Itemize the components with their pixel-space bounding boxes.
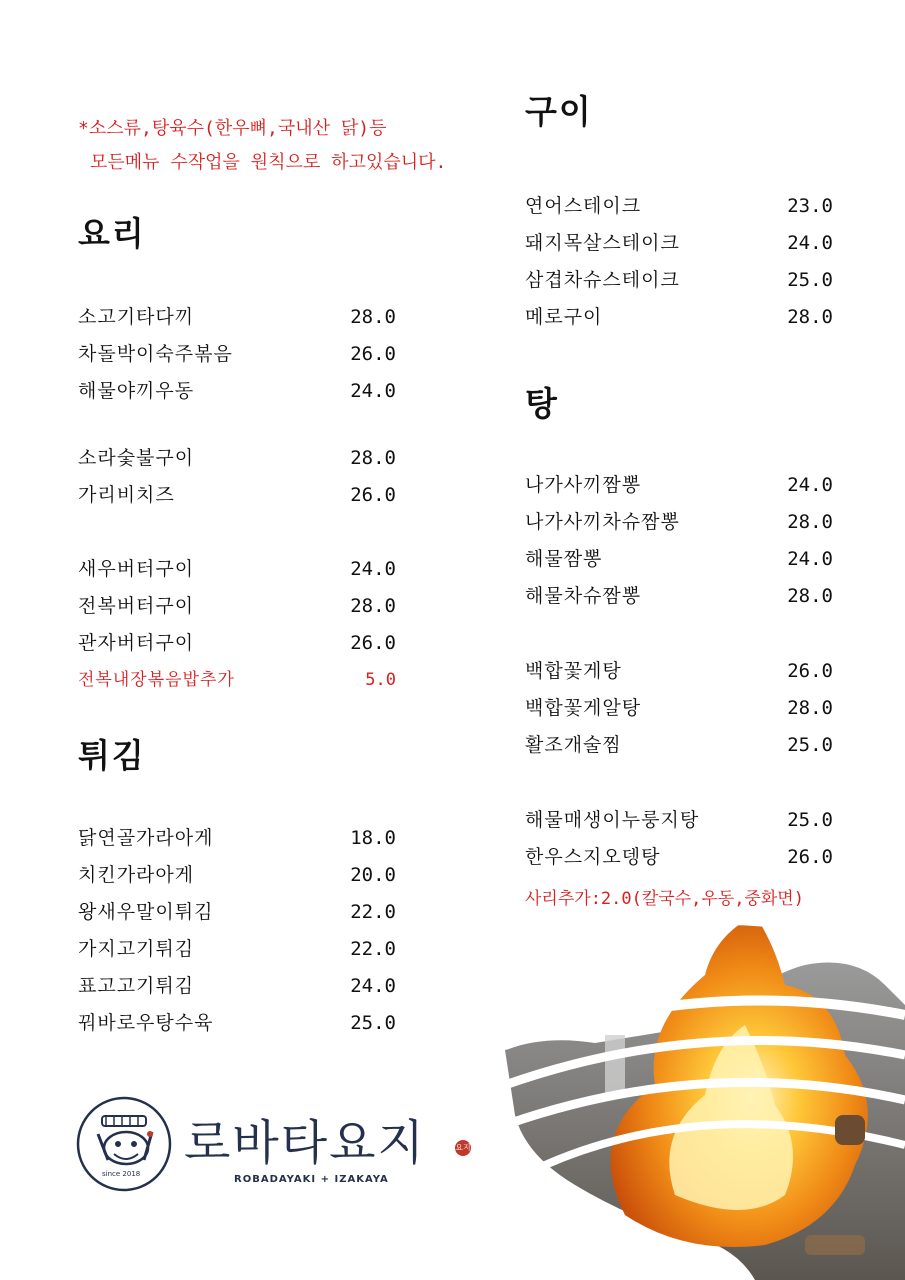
menu-item	[525, 193, 833, 219]
section-title-yori: 요리	[78, 214, 146, 253]
item-price: 28.0	[350, 306, 396, 328]
item-name: 해물차슈짬뽕	[525, 585, 642, 607]
item-name: 백합꽃게알탕	[525, 697, 642, 719]
menu-item	[78, 593, 396, 619]
menu-item	[525, 267, 833, 293]
menu-item	[525, 583, 833, 609]
item-name: 왕새우말이튀김	[78, 901, 214, 923]
item-price: 18.0	[350, 827, 396, 849]
item-price: 25.0	[787, 269, 833, 291]
menu-item	[78, 1010, 396, 1036]
menu-item	[78, 445, 396, 471]
note-line-2: 모든메뉴 수작업을 원칙으로 하고있습니다.	[90, 152, 447, 173]
item-name: 해물매생이누룽지탕	[525, 809, 700, 831]
menu-item	[525, 304, 833, 330]
brand-logo	[72, 1094, 472, 1194]
item-price: 24.0	[787, 548, 833, 570]
item-name: 한우스지오뎅탕	[525, 846, 661, 868]
item-name: 나가사끼짬뽕	[525, 474, 642, 496]
section-title-gui: 구이	[525, 92, 593, 131]
item-name: 백합꽃게탕	[525, 660, 622, 682]
item-price: 5.0	[365, 670, 396, 690]
item-name: 소라숯불구이	[78, 447, 195, 469]
item-name: 소고기타다끼	[78, 306, 195, 328]
item-price: 25.0	[350, 1012, 396, 1034]
item-name: 차돌박이숙주볶음	[78, 343, 233, 365]
menu-item	[78, 825, 396, 851]
since-badge: since 2018	[102, 1170, 141, 1178]
menu-item	[78, 341, 396, 367]
item-price: 26.0	[787, 660, 833, 682]
menu-item	[78, 556, 396, 582]
menu-item	[78, 973, 396, 999]
menu-item	[78, 936, 396, 962]
noodle-addon-note: 사리추가:2.0(칼국수,우동,중화면)	[525, 889, 804, 909]
menu-item	[78, 304, 396, 330]
item-name: 활조개술찜	[525, 734, 622, 756]
item-price: 26.0	[350, 632, 396, 654]
item-name: 새우버터구이	[78, 558, 195, 580]
item-name: 해물짬뽕	[525, 548, 603, 570]
menu-item	[78, 630, 396, 656]
item-price: 26.0	[787, 846, 833, 868]
menu-item	[525, 230, 833, 256]
brand-name: 로바타요지	[184, 1115, 426, 1171]
brand-subtitle: ROBADAYAKI + IZAKAYA	[234, 1174, 389, 1185]
item-price: 24.0	[787, 474, 833, 496]
item-name: 메로구이	[525, 306, 603, 328]
menu-item	[525, 844, 833, 870]
menu-item	[78, 378, 396, 404]
item-price: 28.0	[350, 447, 396, 469]
item-price: 28.0	[787, 306, 833, 328]
item-name: 치킨가라아게	[78, 864, 195, 886]
item-name: 해물야끼우동	[78, 380, 195, 402]
item-price: 26.0	[350, 343, 396, 365]
note-line-1: *소스류,탕육수(한우뼈,국내산 닭)등	[78, 118, 387, 139]
menu-item	[525, 695, 833, 721]
seal-stamp: 요지	[455, 1140, 471, 1156]
item-price: 25.0	[787, 809, 833, 831]
item-price: 25.0	[787, 734, 833, 756]
item-name: 연어스테이크	[525, 195, 642, 217]
item-name: 관자버터구이	[78, 632, 195, 654]
item-name: 표고고기튀김	[78, 975, 195, 997]
item-name: 돼지목살스테이크	[525, 232, 680, 254]
item-price: 20.0	[350, 864, 396, 886]
item-price: 24.0	[350, 975, 396, 997]
item-name: 삼겹차슈스테이크	[525, 269, 680, 291]
flame-cooking-photo	[505, 915, 905, 1280]
item-name: 가리비치즈	[78, 484, 175, 506]
menu-item	[525, 546, 833, 572]
item-name: 가지고기튀김	[78, 938, 195, 960]
section-title-twigim: 튀김	[78, 736, 146, 775]
item-name: 전복버터구이	[78, 595, 195, 617]
item-name: 닭연골가라아게	[78, 827, 214, 849]
item-price: 22.0	[350, 901, 396, 923]
item-price: 24.0	[350, 558, 396, 580]
item-price: 26.0	[350, 484, 396, 506]
item-price: 23.0	[787, 195, 833, 217]
menu-item-addon	[78, 667, 396, 693]
menu-item	[78, 482, 396, 508]
section-title-tang: 탕	[525, 384, 559, 423]
menu-item	[525, 807, 833, 833]
menu-item	[525, 658, 833, 684]
item-price: 28.0	[787, 511, 833, 533]
menu-item	[525, 509, 833, 535]
item-price: 28.0	[350, 595, 396, 617]
menu-item	[78, 899, 396, 925]
menu-item	[78, 862, 396, 888]
item-price: 24.0	[787, 232, 833, 254]
menu-item	[525, 732, 833, 758]
item-price: 28.0	[787, 697, 833, 719]
mascot-emblem-icon	[72, 1094, 178, 1194]
item-price: 24.0	[350, 380, 396, 402]
item-name: 전복내장볶음밥추가	[78, 670, 235, 690]
item-name: 나가사끼차슈짬뽕	[525, 511, 680, 533]
item-name: 꿔바로우탕수육	[78, 1012, 214, 1034]
item-price: 28.0	[787, 585, 833, 607]
menu-item	[525, 472, 833, 498]
item-price: 22.0	[350, 938, 396, 960]
